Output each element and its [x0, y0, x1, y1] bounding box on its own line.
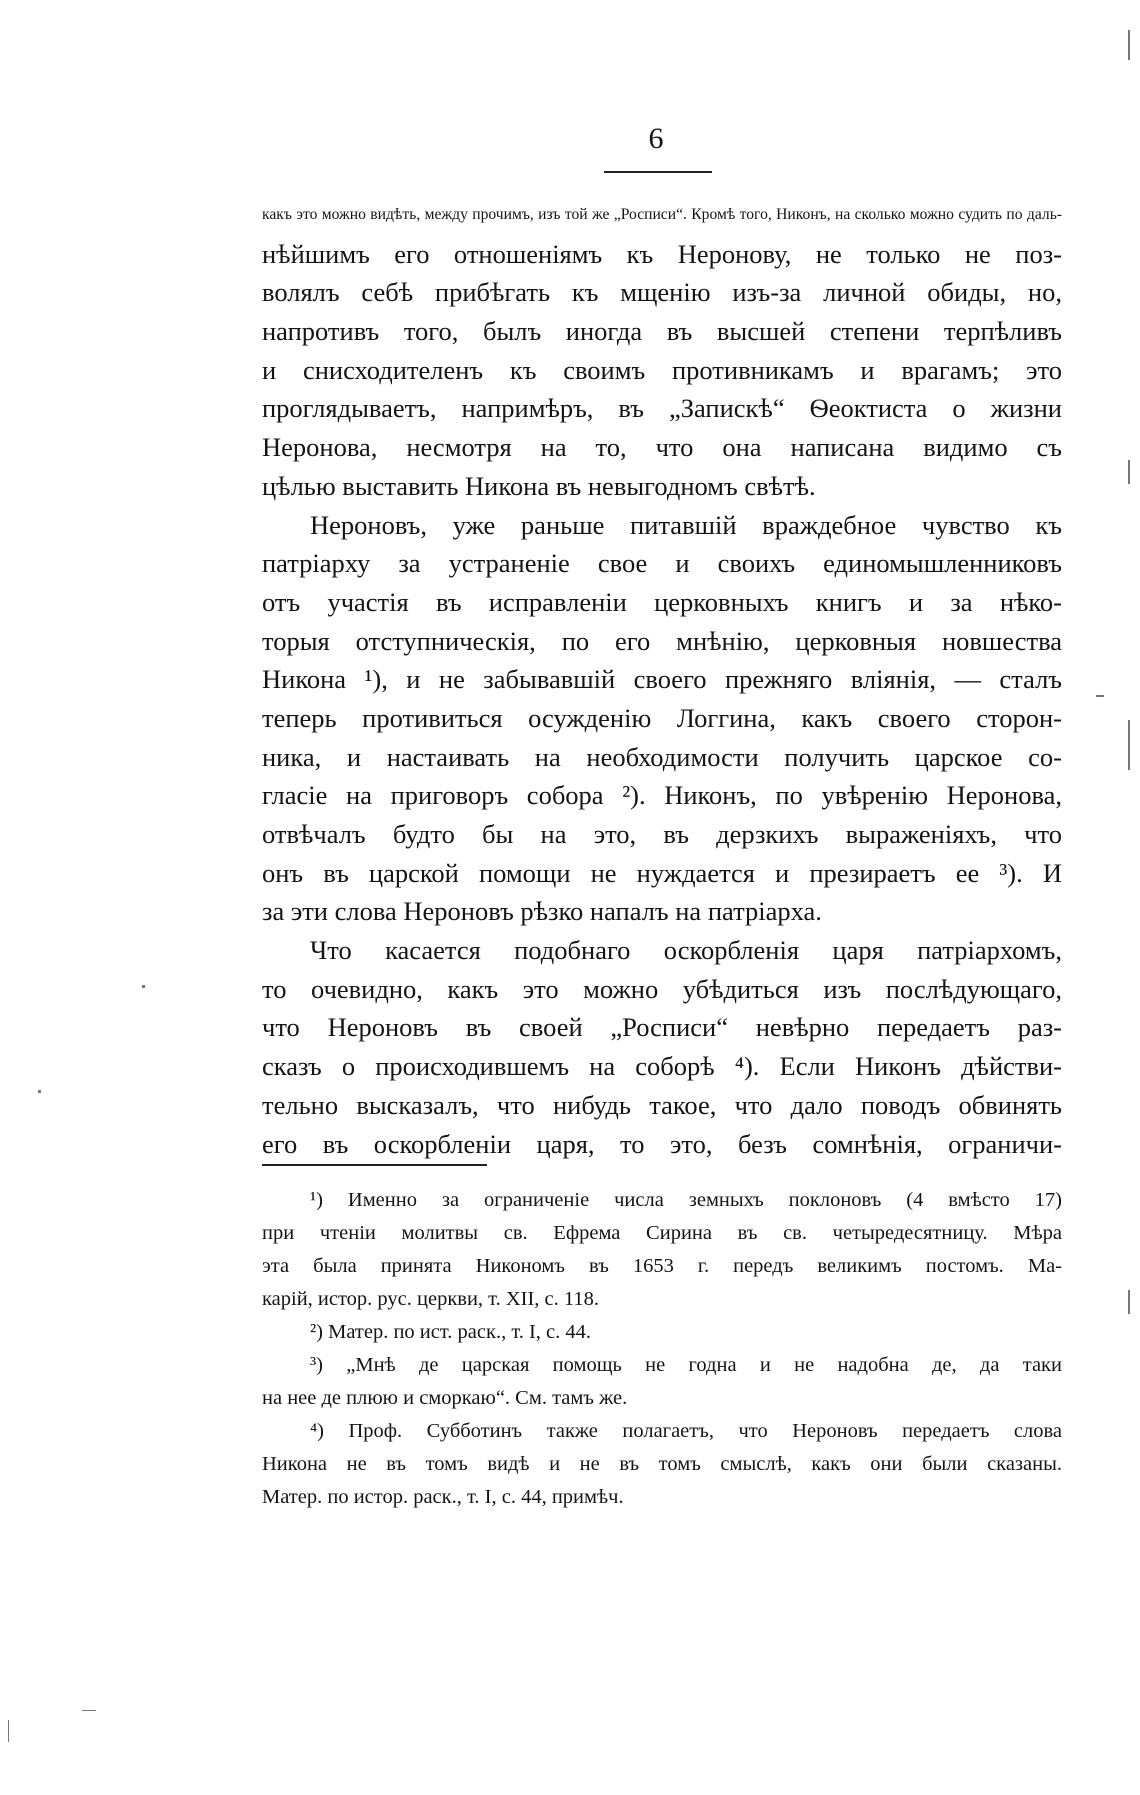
text-line: то очевидно, какъ это можно убѣдиться изъ послѣдующаго, — [262, 973, 1062, 1004]
page-number-rule — [604, 171, 712, 173]
footnote-separator — [262, 1164, 487, 1166]
footnote-line: Никона не въ томъ видѣ и не въ томъ смыслѣ, какъ они были сказаны. — [262, 1453, 1062, 1475]
scan-mark — [1128, 460, 1130, 484]
text-line: онъ въ царской помощи не нуждается и презираетъ ее ³). И — [262, 857, 1062, 888]
body-text — [262, 196, 1062, 1163]
text-line: и снисходителенъ къ своимъ противникамъ и врагамъ; это — [262, 354, 1062, 385]
text-line: сказъ о происходившемъ на соборѣ ⁴). Если Никонъ дѣйстви- — [262, 1051, 1062, 1082]
text-line: за эти слова Нероновъ рѣзко напалъ на патріарха. — [262, 896, 822, 927]
scan-mark — [1128, 720, 1130, 770]
footnote-line: на нее де плюю и сморкаю“. См. тамъ же. — [262, 1387, 628, 1409]
footnote-line: ³) „Мнѣ де царская помощь не годна и не надобна де, да таки — [310, 1354, 1062, 1376]
text-line: напротивъ того, былъ иногда въ высшей степени терпѣливъ — [262, 316, 1062, 347]
text-line: Неронова, несмотря на то, что она написана видимо съ — [262, 432, 1062, 463]
scan-mark — [1128, 1290, 1130, 1314]
text-line: проглядываетъ, напримѣръ, въ „Запискѣ“ Ѳеоктиста о жизни — [262, 393, 1062, 424]
text-line: Нероновъ, уже раньше питавшій враждебное чувство къ — [310, 509, 1062, 540]
text-line: его въ оскорбленіи царя, то это, безъ сомнѣнія, ограничи- — [262, 1128, 1062, 1159]
footnote-line: карій, истор. рус. церкви, т. XII, с. 118. — [262, 1288, 600, 1310]
text-line: гласіе на приговоръ собора ²). Никонъ, по увѣренію Неронова, — [262, 780, 1062, 811]
text-line: Никона ¹), и не забывавшій своего прежняго вліянія, — сталъ — [262, 664, 1062, 695]
scan-mark — [1128, 30, 1130, 60]
text-line: Что касается подобнаго оскорбленія царя патріархомъ, — [310, 935, 1062, 966]
footnote-line: при чтеніи молитвы св. Ефрема Сирина въ св. четыредесятницу. Мѣра — [262, 1222, 1062, 1244]
text-line: нѣйшимъ его отношеніямъ къ Неронову, не только не поз- — [262, 238, 1062, 269]
scan-mark — [8, 1720, 9, 1742]
text-line: что Нероновъ въ своей „Росписи“ невѣрно передаетъ раз- — [262, 1012, 1062, 1043]
scan-mark — [82, 1710, 96, 1711]
footnote-line: эта была принята Никономъ въ 1653 г. передъ великимъ постомъ. Ма- — [262, 1255, 1062, 1277]
text-line: отъ участія въ исправленіи церковныхъ книгъ и за нѣко- — [262, 586, 1062, 617]
text-line: ника, и настаивать на необходимости получить царское со- — [262, 741, 1062, 772]
footnotes — [262, 1184, 1062, 1514]
footnote-line: ¹) Именно за ограниченіе числа земныхъ поклоновъ (4 вмѣсто 17) — [310, 1189, 1062, 1211]
text-line: тельно высказалъ, что нибудь такое, что дало поводъ обвинять — [262, 1089, 1062, 1120]
scan-mark — [142, 985, 145, 988]
footnote-line: Матер. по истор. раск., т. I, с. 44, примѣч. — [262, 1486, 624, 1508]
text-line: отвѣчалъ будто бы на это, въ дерзкихъ выраженіяхъ, что — [262, 819, 1062, 849]
text-line: теперь противиться осужденію Логгина, какъ своего сторон- — [262, 702, 1062, 733]
scan-mark — [1096, 695, 1104, 697]
text-line: патріарху за устраненіе свое и своихъ единомышленниковъ — [262, 548, 1062, 579]
page-number: 6 — [648, 122, 664, 155]
footnote-line: ²) Матер. по ист. раск., т. I, с. 44. — [310, 1321, 592, 1343]
scan-mark — [38, 1090, 41, 1093]
footnote-line: ⁴) Проф. Субботинъ также полагаетъ, что Нероновъ передаетъ слова — [310, 1420, 1062, 1442]
text-line: какъ это можно видѣть, между прочимъ, изъ той же „Росписи“. Кромѣ того, Никонъ, на сколько можно судить по даль- — [262, 206, 1062, 223]
text-line: торыя отступническія, по его мнѣнію, церковныя новшества — [262, 625, 1062, 656]
text-line: цѣлью выставить Никона въ невыгодномъ свѣтѣ. — [262, 470, 816, 501]
text-line: волялъ себѣ прибѣгать къ мщенію изъ-за личной обиды, но, — [262, 277, 1062, 308]
